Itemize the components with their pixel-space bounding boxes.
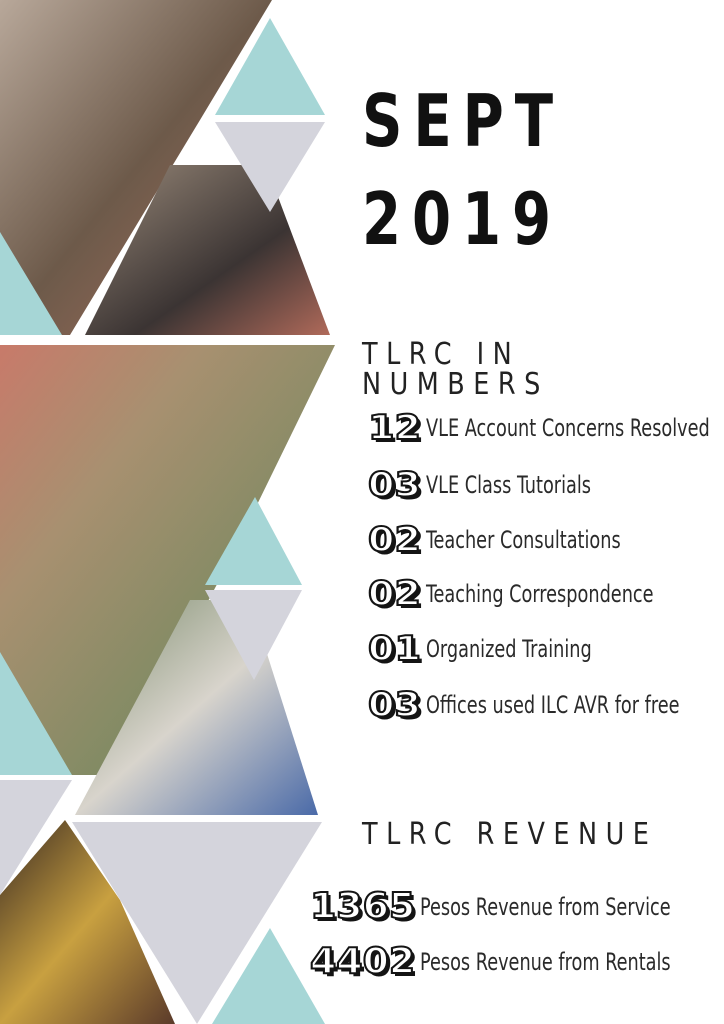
- revenue-label: Pesos Revenue from Service: [420, 893, 671, 921]
- revenue-number: 1365: [310, 886, 416, 927]
- numbers-heading: TLRC IN NUMBERS: [362, 337, 549, 402]
- stat-label: Teaching Correspondence: [426, 580, 654, 608]
- revenue-label: Pesos Revenue from Rentals: [420, 948, 671, 976]
- stat-number: 02: [368, 574, 422, 614]
- revenue-row: [310, 885, 724, 929]
- stat-row: [368, 406, 724, 450]
- month-title: SEPT: [362, 79, 564, 163]
- revenue-row: [310, 940, 724, 984]
- stat-number: 03: [368, 465, 422, 505]
- stat-label: VLE Class Tutorials: [426, 471, 591, 499]
- stat-number: 02: [368, 520, 422, 560]
- stat-number: 01: [368, 629, 422, 669]
- stat-label: Organized Training: [426, 635, 592, 663]
- stat-row: [368, 518, 663, 562]
- stat-row: [368, 627, 628, 671]
- revenue-heading: TLRC REVENUE: [362, 817, 658, 852]
- stat-number: 03: [368, 685, 422, 725]
- year-title: 2019: [362, 177, 562, 261]
- stat-number: 12: [368, 408, 422, 448]
- stat-row: [368, 463, 627, 507]
- revenue-number: 4402: [310, 941, 416, 982]
- stat-label: Offices used ILC AVR for free: [426, 691, 680, 719]
- stat-row: [368, 683, 724, 727]
- stat-label: VLE Account Concerns Resolved: [426, 414, 710, 442]
- stat-label: Teacher Consultations: [426, 526, 621, 554]
- stat-row: [368, 572, 704, 616]
